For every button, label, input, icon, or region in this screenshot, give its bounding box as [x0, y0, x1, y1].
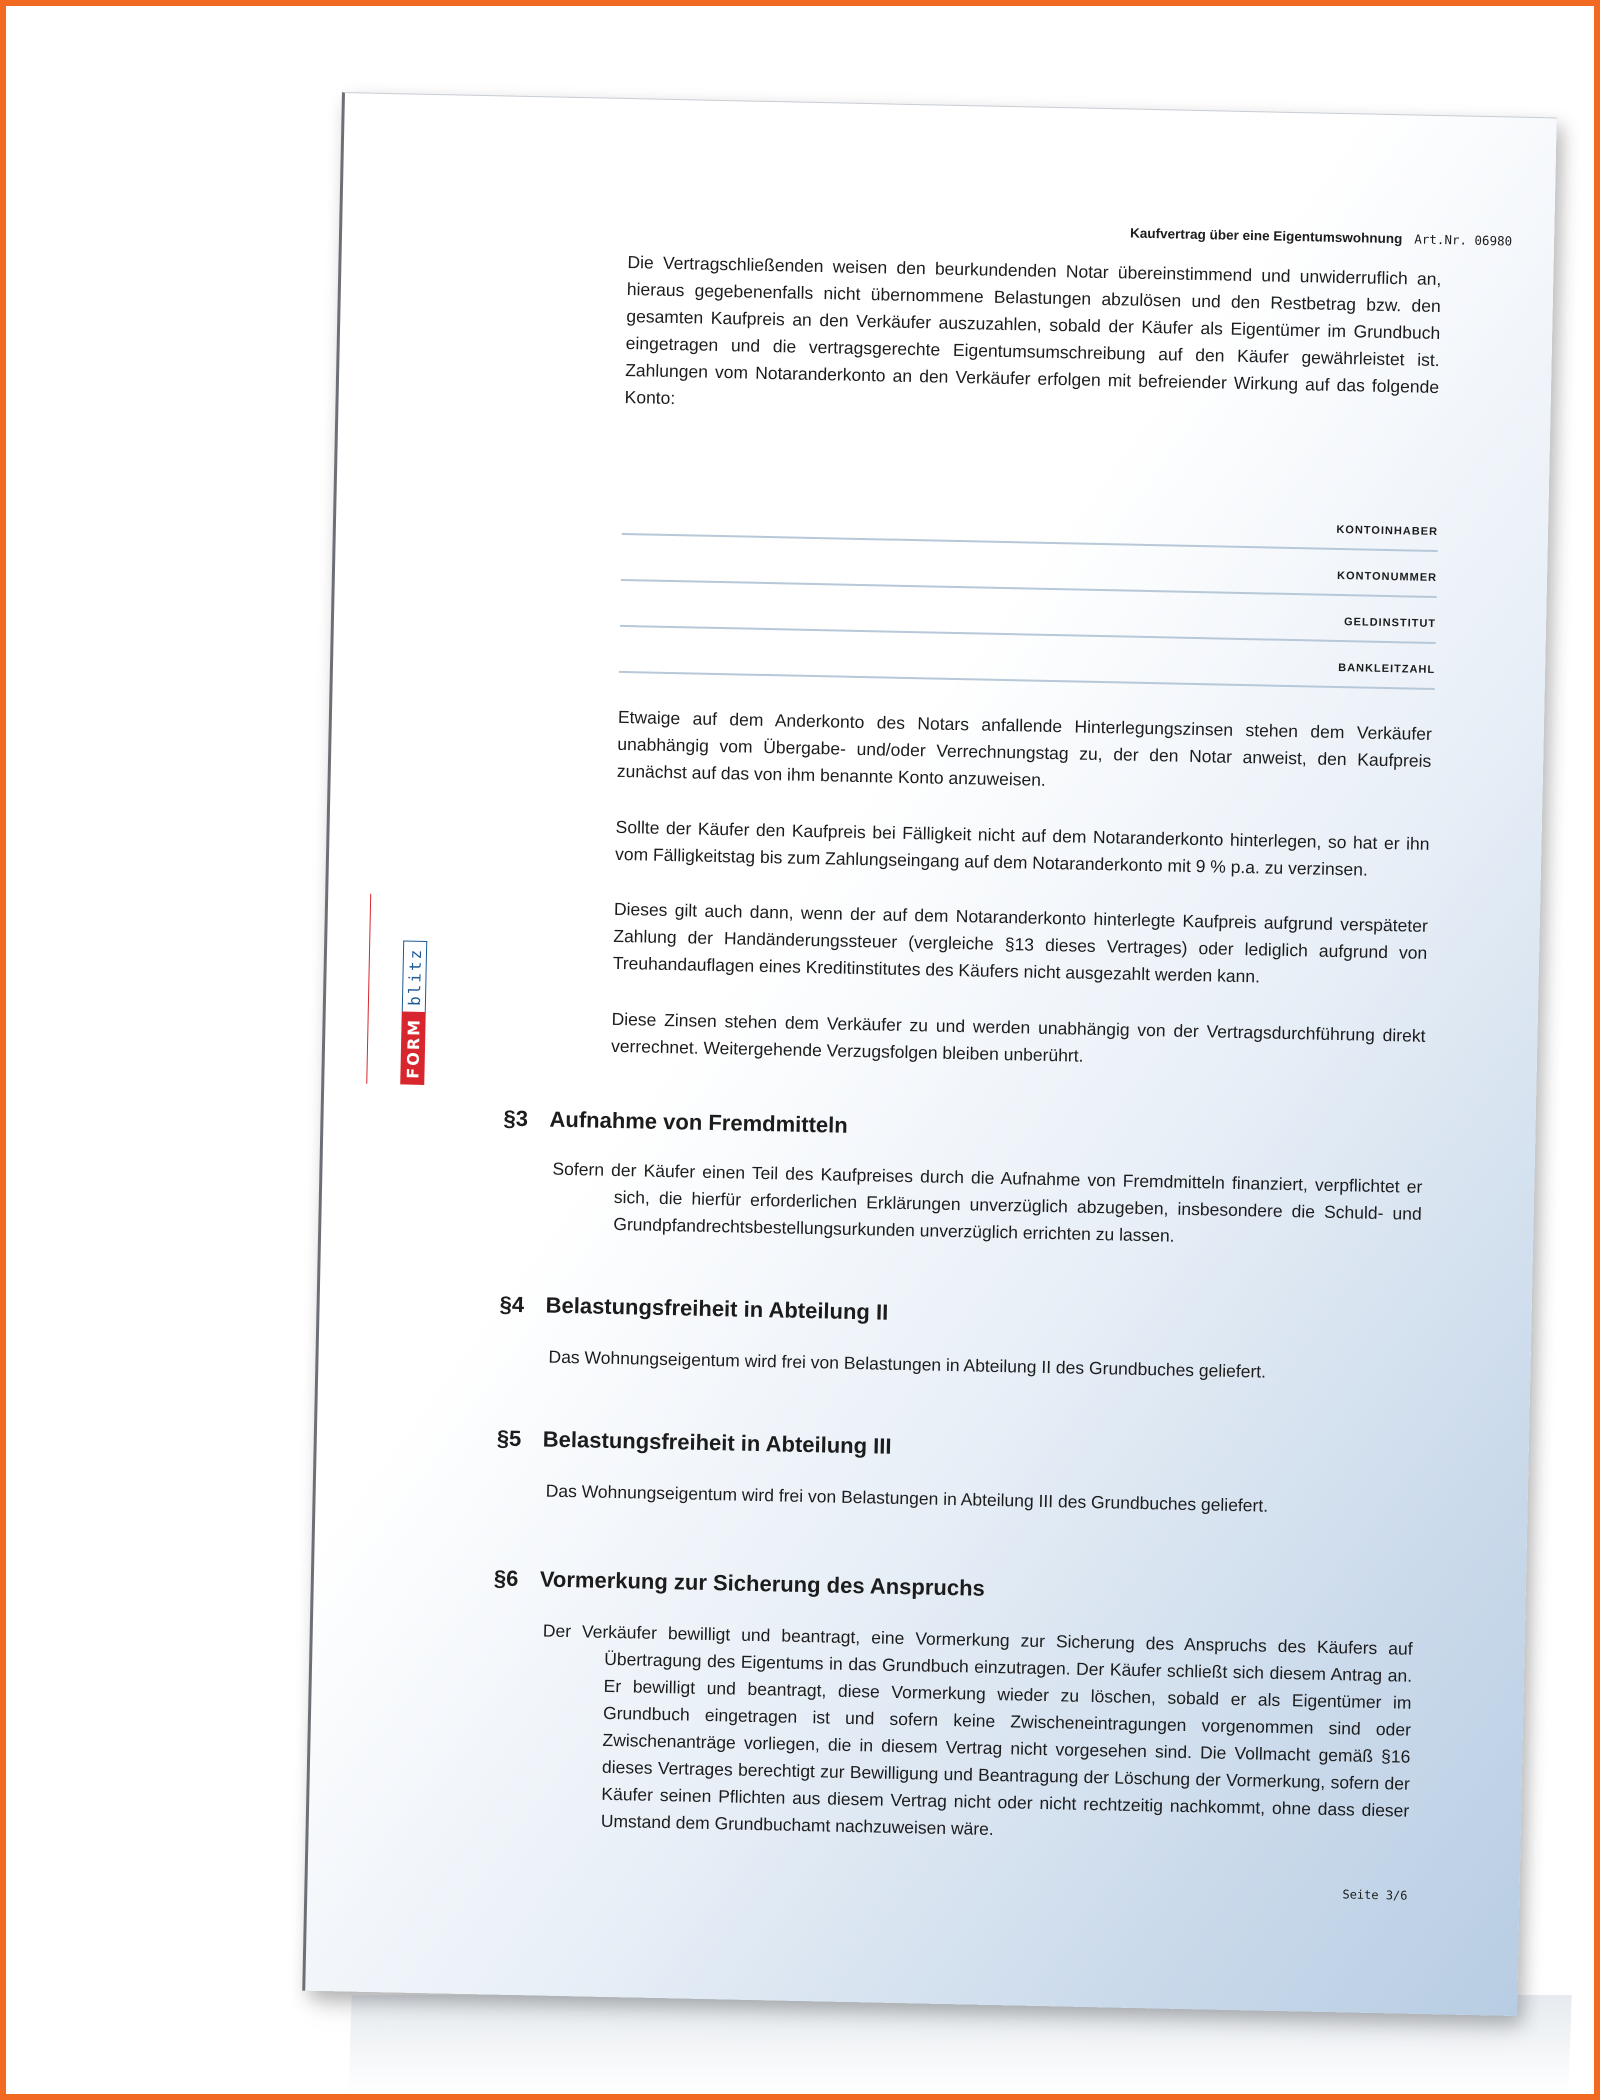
- section-title: Vormerkung zur Sicherung des Anspruchs: [539, 1566, 986, 1601]
- logo-blitz: blitz: [402, 941, 427, 1013]
- section-title: Aufnahme von Fremdmitteln: [549, 1106, 848, 1138]
- logo-form: FORM: [400, 1012, 426, 1085]
- logo-rule: [366, 894, 371, 1084]
- section-body: [551, 1156, 1423, 1255]
- document-page: [302, 92, 1557, 2016]
- paragraph-tax: Dieses gilt auch dann, wenn der auf dem Notaranderkonto hinterlegte Kaufpreis aufgrund verspäteter Zahlung der Handänderungssteuer (vergleiche §13 dieses Vertrages) oder lediglich aufgrund von Treuhandauflagen eines Kreditinstitutes des Käufers nicht ausgezahlt werden kann.: [612, 898, 1428, 987]
- section-text: Der Verkäufer bewilligt und beantragt, eine Vormerkung zur Sicherung des Anspruchs des Käufers auf Übertragung des Eigentums in das Grundbuch einzutragen. Der Käufer schließt sich diesem Antrag an. Er bewilligt und beantragt, diese Vormerkung wieder zu löschen, sobald er als Eigentümer im Grundbuch eingetragen ist und sofern keine Zwischeneintragungen vorgenommen sind oder Zwischenanträge vorliegen, die in diesem Vertrag nicht vorgesehen sind. Die Vollmacht gemäß §16 dieses Vertrages berechtigt zur Bewilligung und Beantragung der Löschung der Vormerkung, sofern der Käufer seinen Pflichten aus diesem Vertrag nicht oder nicht rechtzeitig nachkommt, ohne dass dieser Umstand dem Grundbuchamt nachzuweisen wäre.: [542, 1620, 1413, 1840]
- account-field-label: GELDINSTITUT: [1343, 616, 1437, 631]
- paragraph-interest: Etwaige auf dem Anderkonto des Notars anfallende Hinterlegungszinsen stehen dem Verkäufer unabhängig vom Übergabe- und/oder Verrechnungstag zu, der den Notar anweist, den Kaufpreis zunächst auf das von ihm benannte Konto anzuweisen.: [616, 706, 1433, 790]
- section-number: §5: [496, 1425, 522, 1452]
- account-field-label: KONTONUMMER: [1336, 569, 1438, 585]
- section-text: Das Wohnungseigentum wird frei von Belastungen in Abteilung II des Grundbuches geliefert.: [548, 1346, 1267, 1382]
- article-number: Art.Nr. 06980: [1414, 231, 1513, 249]
- section-title: Belastungsfreiheit in Abteilung III: [542, 1426, 892, 1459]
- section-body: [539, 1618, 1413, 1852]
- section-text: Sofern der Käufer einen Teil des Kaufpreises durch die Aufnahme von Fremdmitteln finanziert, verpflichtet er sich, die hierfür erforderlichen Erklärungen unverzüglich abzugeben, insbesondere die Schuld- und Grundpfandrechtsbestellungsurkunden unverzüglich errichten zu lassen.: [552, 1158, 1423, 1246]
- paragraph-late-payment: Sollte der Käufer den Kaufpreis bei Fälligkeit nicht auf dem Notaranderkonto hinterlegen, so hat er ihn vom Fälligkeitstag bis zum Zahlungseingang auf dem Notaranderkonto mit 9 % p.a. zu verzinsen.: [614, 816, 1430, 880]
- section-text: Das Wohnungseigentum wird frei von Belastungen in Abteilung III des Grundbuches geliefert.: [545, 1480, 1269, 1516]
- section-number: §6: [493, 1565, 519, 1592]
- page-header: [1112, 219, 1512, 254]
- header-title: Kaufvertrag über eine Eigentumswohnung: [1129, 225, 1403, 247]
- account-field-label: BANKLEITZAHL: [1338, 661, 1436, 677]
- section-number: §4: [499, 1291, 525, 1318]
- section-body: [548, 1344, 1418, 1389]
- account-fields: [619, 489, 1439, 690]
- account-field-label: KONTOINHABER: [1336, 523, 1439, 539]
- section-heading: [503, 1105, 848, 1139]
- section-body: [545, 1478, 1415, 1523]
- section-title: Belastungsfreiheit in Abteilung II: [545, 1292, 889, 1325]
- paragraph-interest-settlement: Diese Zinsen stehen dem Verkäufer zu und werden unabhängig von der Vertragsdurchführung direkt verrechnet. Weitergehende Verzugsfolgen bleiben unberührt.: [610, 1008, 1426, 1066]
- section-heading: [499, 1291, 888, 1326]
- section-heading: [494, 1565, 985, 1602]
- section-number: §3: [503, 1105, 529, 1132]
- formblitz-logo: [400, 924, 427, 1084]
- page-number: Seite 3/6: [1342, 1887, 1408, 1903]
- intro-paragraph: Die Vertragschließenden weisen den beurkundenden Notar übereinstimmend und unwiderruflich an, hieraus gegebenenfalls nicht übernommene Belastungen abzulösen und den Restbetrag bzw. den gesamten Kaufpreis an den Verkäufer auszuzahlen, sobald der Käufer als Eigentümer im Grundbuch eingetragen und die vertragsgerechte Eigentumsumschreibung auf den Käufer gewährleistet ist. Zahlungen vom Notaranderkonto an den Verkäufer erfolgen mit befreiender Wirkung auf das folgende Konto:: [624, 252, 1442, 409]
- section-heading: [497, 1425, 892, 1460]
